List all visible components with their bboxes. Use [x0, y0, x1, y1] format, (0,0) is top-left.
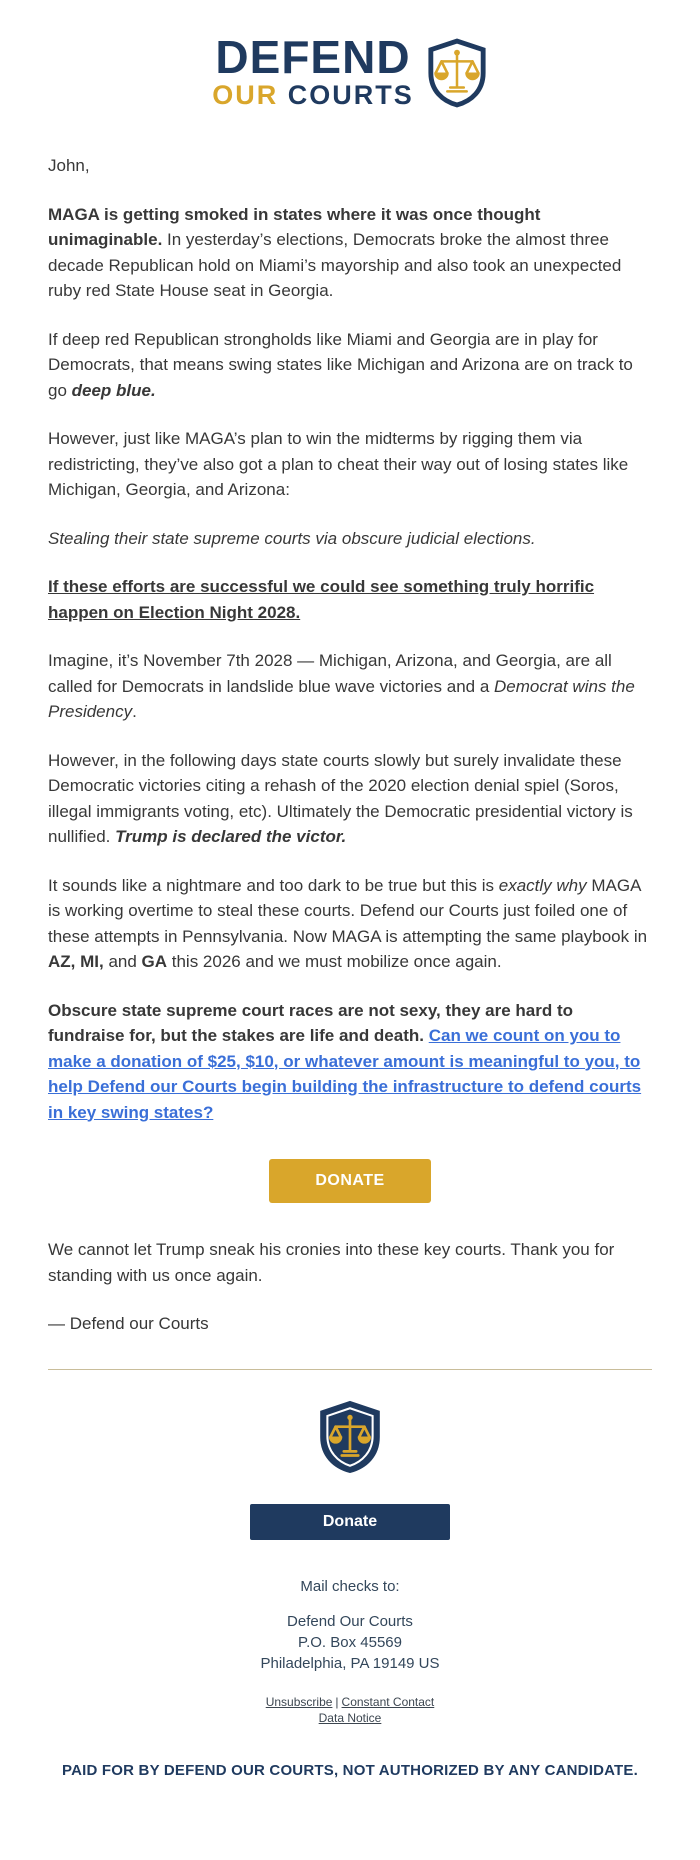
- footer-logo: [0, 1400, 700, 1474]
- text-run: — Defend our Courts: [48, 1314, 209, 1334]
- text-run: We cannot let Trump sneak his cronies into these key courts. Thank you for standing with us once again.: [48, 1240, 615, 1285]
- donate-button[interactable]: DONATE: [269, 1159, 431, 1203]
- text-run: In yesterday’s elections, Democrats broke the almost three decade Republican hold on Miami’s mayorship and also took an unexpected ruby red State House seat in Georgia.: [48, 230, 622, 301]
- text-run: deep blue.: [71, 380, 156, 400]
- link-separator: |: [335, 1694, 339, 1709]
- divider: [48, 1369, 652, 1370]
- brand-logo: [0, 31, 700, 111]
- text-run: Imagine, it’s November 7th 2028 — Michigan, Arizona, and Georgia, are all called for Democrats in landslide blue wave victories and a: [48, 651, 612, 696]
- text-run: If these efforts are successful we could see something truly horrific happen on Election Night 2028.: [48, 577, 595, 622]
- footer-scales-shield-icon: [317, 1400, 383, 1474]
- text-run: this 2026 and we must mobilize once again.: [167, 952, 502, 972]
- email-paragraph: [48, 998, 652, 1126]
- email-paragraph: [48, 526, 652, 552]
- text-run: GA: [141, 952, 168, 972]
- data-notice-link[interactable]: Data Notice: [318, 1710, 382, 1725]
- email-paragraph: [48, 873, 652, 975]
- text-run: Obscure state supreme court races are not sexy, they are hard to fundraise for, but the stakes are life and death.: [48, 1000, 574, 1046]
- email-footer: [0, 1400, 700, 1823]
- email-paragraph: [48, 202, 652, 304]
- mailing-address: [0, 1611, 700, 1674]
- brand-logo-text: [212, 31, 414, 111]
- text-run: AZ, MI,: [48, 952, 104, 972]
- logo-our-courts-text: [212, 80, 414, 111]
- text-run: MAGA is working overtime to steal these courts. Defend our Courts just foiled one of these attempts in Pennsylvania. Now MAGA is attempting the same playbook in: [48, 875, 648, 946]
- text-run: and: [103, 952, 142, 972]
- text-run: exactly why: [498, 875, 587, 895]
- text-run: Trump is declared the victor.: [115, 827, 347, 847]
- email-paragraph: [48, 1311, 652, 1337]
- footer-donate-button[interactable]: Donate: [250, 1504, 450, 1540]
- text-run: Democrat wins the Presidency: [48, 676, 635, 722]
- email-paragraph: [48, 574, 652, 625]
- text-run: However, just like MAGA’s plan to win the midterms by rigging them via redistricting, they’ve also got a plan to cheat their way out of losing states like Michigan, Georgia, and Arizona:: [48, 429, 629, 500]
- logo-defend-text: DEFEND: [215, 31, 411, 83]
- footer-links: [0, 1694, 700, 1726]
- text-run: MAGA is getting smoked in states where it was once thought unimaginable.: [48, 204, 541, 250]
- mail-checks-label: Mail checks to:: [300, 1577, 400, 1595]
- donation-ask-link[interactable]: Can we count on you to make a donation of $25, $10, or whatever amount is meaningful to you, to help Defend our Courts begin building the infrastructure to defend courts in key swing states?: [48, 1026, 642, 1122]
- unsubscribe-link[interactable]: Unsubscribe: [265, 1694, 333, 1709]
- text-run: If deep red Republican strongholds like Miami and Georgia are in play for Democrats, that means swing states like Michigan and Arizona are on track to go: [48, 329, 633, 400]
- text-run: .: [132, 702, 137, 722]
- text-run: However, in the following days state courts slowly but surely invalidate these Democratic victories citing a rehash of the 2020 election denial spiel (Soros, illegal immigrants voting, etc). Ultimately the Democratic presidential victory is nullified.: [48, 750, 633, 847]
- email-paragraph: [48, 327, 652, 404]
- greeting: John,: [48, 156, 90, 176]
- text-run: Stealing their state supreme courts via obscure judicial elections.: [48, 528, 536, 548]
- email-paragraph: [48, 648, 652, 725]
- address-line: Philadelphia, PA 19149 US: [260, 1654, 440, 1672]
- address-line: P.O. Box 45569: [298, 1633, 402, 1651]
- email-paragraphs: [48, 202, 652, 1126]
- email-paragraph: [48, 1237, 652, 1288]
- logo-courts-text: COURTS: [287, 80, 414, 110]
- email-paragraph: [48, 748, 652, 850]
- email-paragraph: [48, 426, 652, 503]
- scales-shield-icon: [426, 38, 488, 108]
- closing-paragraphs: [48, 1237, 652, 1337]
- address-line: Defend Our Courts: [287, 1612, 413, 1630]
- text-run: It sounds like a nightmare and too dark to be true but this is: [48, 875, 499, 895]
- email-body: [0, 153, 700, 1337]
- constant-contact-link[interactable]: Constant Contact: [341, 1694, 435, 1709]
- logo-our-text: OUR: [212, 80, 279, 110]
- paid-for-disclaimer: PAID FOR BY DEFEND OUR COURTS, NOT AUTHORIZED BY ANY CANDIDATE.: [62, 1761, 638, 1779]
